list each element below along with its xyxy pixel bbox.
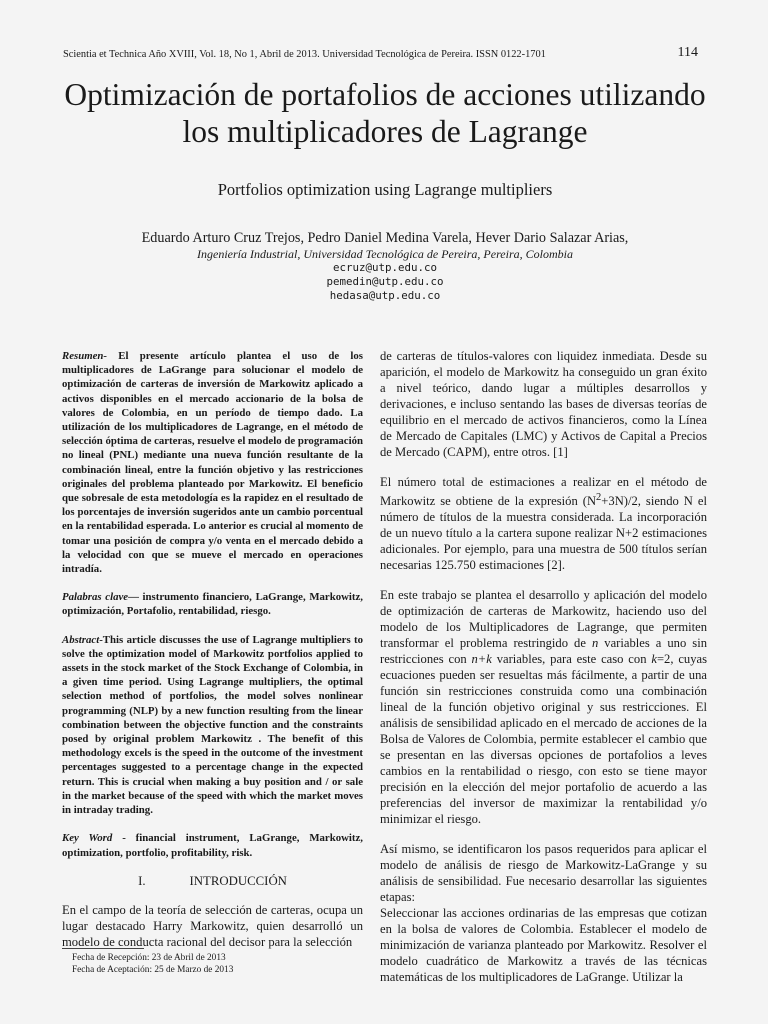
resumen-label: Resumen- xyxy=(62,350,107,362)
body-paragraph-3 xyxy=(380,587,707,827)
p3-var-k: k xyxy=(651,652,657,667)
p3-text-a: En este trabajo se plantea el desarrollo y aplicación del modelo de optimización de carteras de Markowitz, haciendo uso del modelo de los Multiplicadores de Lagrange, que permiten transformar el problema restringido de xyxy=(380,588,707,651)
right-column xyxy=(380,348,707,999)
authors: Eduardo Arturo Cruz Trejos, Pedro Daniel Medina Varela, Hever Dario Salazar Arias, xyxy=(141,230,629,246)
accepted-date: Fecha de Aceptación: 25 de Marzo de 2013 xyxy=(72,965,234,975)
p2-text-a: El número total de estimaciones a realizar en el método de Markowitz se obtiene de la expresión (N xyxy=(380,475,707,509)
intro-paragraph: En el campo de la teoría de selección de carteras, ocupa un lugar destacado Harry Markowitz, quien desarrolló un modelo de conducta racional del decisor para la selección xyxy=(62,902,363,949)
email-3: hedasa@utp.edu.co xyxy=(329,289,441,302)
author-emails xyxy=(40,261,730,303)
journal-citation: Scientia et Technica Año XVIII, Vol. 18, No 1, Abril de 2013. Universidad Tecnológica de Pereira. ISSN 0122-1701 xyxy=(63,49,546,60)
title-line-2: los multiplicadores de Lagrange xyxy=(182,114,588,149)
p3-text-b: variables a uno sin restricciones con xyxy=(380,636,707,667)
resumen-paragraph xyxy=(62,349,363,576)
section-number: I. xyxy=(138,873,146,888)
abstract-label: Abstract xyxy=(62,633,100,646)
body-paragraph-5: Seleccionar las acciones ordinarias de las empresas que cotizan en la bolsa de valores de Colombia. Establecer el modelo de minimización de varianza planteado por Markowitz. Resolver el modelo cuadrático de Markowitz a través de las técnicas matemáticas de los multiplicadores de LaGrange. Utilizar la xyxy=(380,906,707,985)
running-header xyxy=(63,47,698,63)
paper-title xyxy=(40,76,730,150)
footnote-rule xyxy=(62,948,144,949)
palabras-clave-label: Palabras clave xyxy=(62,591,129,604)
keywords-label: Key Word xyxy=(62,832,113,845)
p2-text-b: +3N)/2, siendo N el número de títulos de la muestra considerada. La incorporación de un nuevo título a la cartera supone realizar N+2 estimaciones adicionales. Por ejemplo, para una muestra de 500 títulos serían necesarias 125.750 estimaciones [2]. xyxy=(380,494,707,573)
footnotes xyxy=(72,952,233,976)
p3-text-d: =2, cuyas ecuaciones pueden ser resueltas más fácilmente, a partir de una función sin restricciones construida como una combinación lineal de la función objetivo original y sus restricciones. El análisis de sensibilidad aplicado en el mercado de acciones de la Bolsa de Valores de Colombia, permite establecer el cambio que se presentan en las diversas opciones de portafolios a leves cambios en la rentabilidad o riesgo, con esto se tiene mayor precisión en la elección del mejor portafolio de acuerdo a las preferencias del inversor de maximizar la rentabilidad y/o minimizar el riesgo. xyxy=(380,652,707,827)
p3-var-nk: n+k xyxy=(471,652,492,667)
palabras-clave-paragraph xyxy=(62,590,363,618)
body-paragraph-1: de carteras de títulos-valores con liquidez inmediata. Desde su aparición, el modelo de Markowitz ha conseguido un gran éxito a nivel teórico, dando lugar a múltiples desarrollos y derivaciones, e incluso sentando las bases de diversas teorías de equilibrio en el mercado de activos financieros, como la Línea de Mercado de Capitales (LMC) y Activos de Capital a Precios de Mercado (CAPM), entre otros. [1] xyxy=(380,349,707,459)
received-date: Fecha de Recepción: 23 de Abril de 2013 xyxy=(72,953,226,963)
palabras-clave-text: — instrumento financiero, LaGrange, Markowitz, optimización, Portafolio, rentabilidad, riesgo. xyxy=(62,591,363,618)
keywords-paragraph xyxy=(62,831,363,859)
page-number: 114 xyxy=(677,45,698,60)
title-line-1: Optimización de portafolios de acciones utilizando xyxy=(64,77,706,112)
resumen-text: El presente artículo plantea el uso de los multiplicadores de LaGrange para solucionar el modelo de optimización de carteras de inversión de Markowitz aplicado a activos disponibles en el mercado accionario de la bolsa de valores de Colombia, en un período de tiempo dado. La utilización de los multiplicadores de Lagrange, en el método de selección óptima de carteras, resuelve el modelo de programación no lineal (PNL) mediante una nueva función resultante de la combinación lineal, entre la función objetivo y las restricciones originales del problema planteado por Markowitz. El beneficio que sobresale de esta metodología es la rapidez en el resultado de los porcentajes de inversión sugeridos ante un cambio porcentual en la rentabilidad esperada. Lo anterior es crucial al momento de tomar una posición de compra y/o venta en el mercado debido a la velocidad con que se mueve el mercado en operaciones intradía. xyxy=(62,350,363,576)
p3-var-n: n xyxy=(591,636,599,651)
section-heading xyxy=(62,874,363,888)
email-2: pemedin@utp.edu.co xyxy=(326,275,444,288)
body-paragraph-2 xyxy=(380,474,707,573)
body-paragraph-4: Así mismo, se identificaron los pasos requeridos para aplicar el modelo de análisis de riesgo de Markowitz-LaGrange y su análisis de sensibilidad. Fue necesario desarrollar las siguientes etapas: xyxy=(380,842,707,905)
abstract-paragraph xyxy=(62,633,363,818)
p2-superscript: 2 xyxy=(596,492,602,503)
keywords-text: - financial instrument, LaGrange, Markowitz, optimization, portfolio, profitability, risk. xyxy=(62,832,363,859)
abstract-text: -This article discusses the use of Lagrange multipliers to solve the optimization model of Markowitz portfolios applied to assets in the stock market of the Stock Exchange of Colombia, in a given time period. Using Lagrange multipliers, the optimal selection method of portfolios, the model solves nonlinear programming (NLP) by a new function resulting from the linear combination between the objective function and the constraints posed by original problem Markowitz . The benefit of this methodology excels is the speed in the outcome of the investment percentages suggested to a percentage change in the expected return. This is crucial when making a buy position and / or sale in the market because of the speed with which the market moves in intraday trading. xyxy=(62,633,363,817)
p3-text-c: variables, para este caso con xyxy=(491,652,652,667)
section-title: INTRODUCCIÓN xyxy=(189,873,287,888)
english-title: Portfolios optimization using Lagrange multipliers xyxy=(217,180,553,199)
email-1: ecruz@utp.edu.co xyxy=(332,261,437,274)
affiliation: Ingeniería Industrial, Universidad Tecnológica de Pereira, Pereira, Colombia xyxy=(197,247,573,261)
left-column xyxy=(62,349,363,964)
